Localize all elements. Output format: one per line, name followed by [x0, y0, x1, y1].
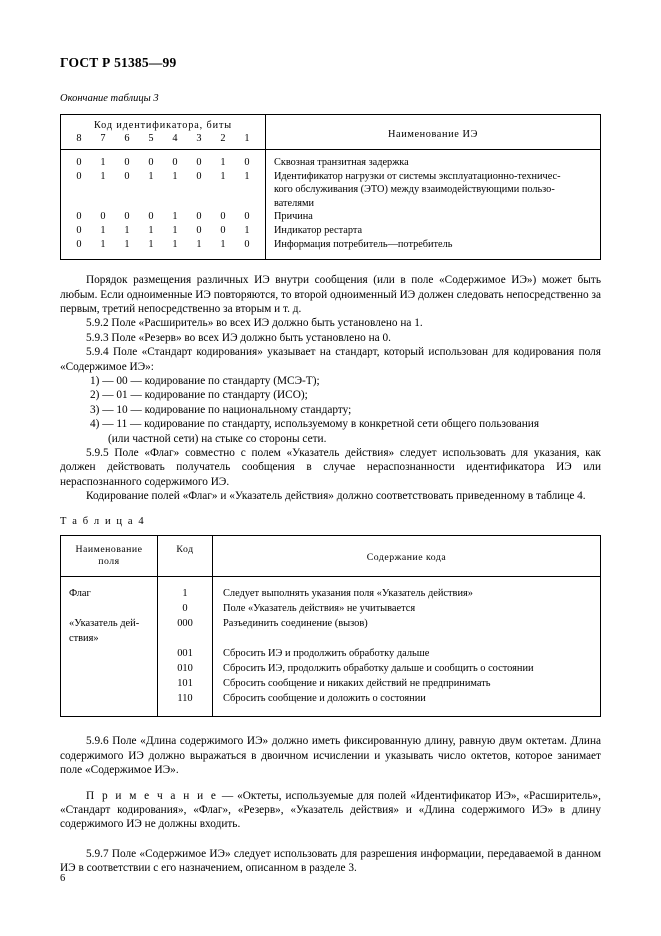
bit-value: 0 — [196, 211, 202, 223]
description-spacer — [223, 631, 600, 646]
code-value: 1 — [182, 587, 188, 599]
table4 — [60, 535, 601, 718]
code-description: Поле «Указатель действия» не учитывается — [223, 602, 416, 614]
bit-value: 0 — [244, 157, 250, 168]
bit-value: 1 — [148, 224, 154, 236]
bit-col-label: 5 — [148, 133, 154, 144]
code-value: 0 — [182, 602, 188, 614]
table3-bits-title: Код идентификатора, биты — [93, 120, 233, 131]
clause-5-9-3: 5.9.3 Поле «Резерв» во всех ИЭ должно быть установлено на 0. — [86, 331, 391, 344]
table4-header-line1: Наименование — [75, 543, 143, 555]
list-item: 1) — 00 — кодирование по стандарту (МСЭ-Т); — [90, 375, 320, 387]
bit-col-label: 3 — [196, 133, 202, 144]
list-item-continuation: (или частной сети) на стыке со стороны сети. — [108, 432, 327, 445]
clause-5-9-2: 5.9.2 Поле «Расширитель» во всех ИЭ должно быть установлено на 1. — [86, 317, 423, 330]
ie-name: Сквозная транзитная задержка — [274, 157, 409, 168]
table3-bits-column — [61, 150, 266, 259]
table4-header-content: Содержание кода — [366, 551, 447, 563]
bit-col-label: 1 — [244, 133, 250, 144]
table3-bottom-pad — [61, 251, 265, 259]
table4-code-column — [158, 577, 213, 717]
bit-value: 1 — [172, 224, 178, 236]
table-row — [61, 170, 265, 184]
table4-description-column — [213, 577, 600, 717]
table3-header-row — [61, 115, 600, 150]
table3-body — [61, 150, 600, 259]
field-name-spacer — [69, 601, 157, 616]
bit-value: 0 — [76, 224, 82, 236]
code-description: Сбросить сообщение и никаких действий не предпринимать — [223, 678, 491, 690]
ie-name: Идентификатор нагрузки от системы эксплуатационно-техничес- — [274, 170, 561, 182]
bit-value: 0 — [148, 211, 154, 223]
code-description: Разъединить соединение (вызов) — [223, 617, 368, 629]
bit-value: 1 — [124, 224, 130, 236]
bit-value: 0 — [220, 211, 226, 223]
bit-value: 0 — [124, 211, 130, 223]
table4-header-field-name — [61, 536, 158, 576]
bit-value: 0 — [196, 224, 202, 236]
bit-value: 1 — [124, 238, 130, 250]
bit-value: 1 — [100, 238, 106, 250]
bit-col-label: 4 — [172, 133, 178, 144]
bit-value: 1 — [100, 157, 106, 168]
paragraph-ordering: Порядок размещения различных ИЭ внутри сообщения (или в поле «Содержимое ИЭ») может быть любым. Если одноименные ИЭ повторяются, то второй одноименный ИЭ должен следовать непосредственно за первым, третий непосредственно за вторым и т. д. — [60, 274, 601, 315]
clause-5-9-7: 5.9.7 Поле «Содержимое ИЭ» следует использовать для разрешения информации, передаваемой в данном ИЭ в соответствии с его назначением, описанном в разделе 3. — [60, 847, 601, 875]
bit-value: 1 — [100, 170, 106, 182]
bit-value: 1 — [148, 170, 154, 182]
table3-bit-numbers — [61, 132, 265, 149]
ie-name: Причина — [274, 211, 313, 223]
note-text: — «Октеты, используемые для полей «Идентификатор ИЭ», «Расширитель», «Стандарт кодирования», «Флаг», «Резерв», «Указатель действия» и «Длина содержимого ИЭ» в длину содержимого ИЭ не должны входить. — [60, 789, 601, 831]
table4-header-row — [61, 536, 600, 577]
bit-value: 0 — [76, 211, 82, 223]
ie-name-cont: кого обслуживания (ЭТО) между взаимодействующими пользо- — [274, 184, 555, 196]
bit-value: 0 — [100, 211, 106, 223]
bit-value: 0 — [76, 170, 82, 182]
bit-value: 1 — [148, 238, 154, 250]
bit-value: 0 — [124, 170, 130, 182]
field-name: Флаг — [69, 587, 91, 599]
table-row — [61, 210, 265, 224]
table4-header-line2: поля — [98, 556, 120, 568]
table-row — [61, 238, 265, 252]
code-description: Сбросить ИЭ, продолжить обработку дальше и сообщить о состоянии — [223, 663, 534, 675]
table4-header-code: Код — [158, 536, 213, 576]
bit-value: 1 — [244, 170, 250, 182]
code-value: 010 — [177, 663, 193, 675]
bit-value: 1 — [172, 211, 178, 223]
bit-value: 0 — [244, 238, 250, 250]
code-value: 000 — [177, 617, 193, 629]
bit-value: 1 — [196, 238, 202, 250]
bit-value: 0 — [244, 211, 250, 223]
ie-name-cont: вателями — [274, 197, 315, 209]
standard-header: ГОСТ Р 51385—99 — [60, 55, 177, 70]
code-spacer — [158, 631, 212, 646]
bit-col-label: 7 — [100, 133, 106, 144]
note-paragraph — [60, 789, 601, 832]
code-value: 110 — [177, 693, 193, 705]
bit-value: 0 — [172, 157, 178, 168]
bit-value: 0 — [196, 170, 202, 182]
table3-bits-header-cell — [61, 115, 266, 149]
bit-value: 0 — [220, 224, 226, 236]
ie-name: Индикатор рестарта — [274, 224, 363, 236]
table-row — [61, 224, 265, 238]
bit-value: 1 — [172, 238, 178, 250]
clause-coding-table-ref: Кодирование полей «Флаг» и «Указатель действия» должно соответствовать приведенному в таблице 4. — [86, 490, 586, 503]
bit-value: 0 — [148, 157, 154, 168]
table4-body — [61, 577, 600, 717]
table3-caption: Окончание таблицы 3 — [60, 93, 159, 104]
table-row — [61, 156, 265, 170]
field-name: «Указатель дей- — [69, 617, 140, 629]
bit-value: 1 — [220, 170, 226, 182]
list-item: 3) — 10 — кодирование по национальному стандарту; — [90, 403, 352, 416]
note-label: П р и м е ч а н и е — [86, 789, 218, 802]
clause-5-9-4: 5.9.4 Поле «Стандарт кодирования» указывает на стандарт, который использован для кодирования поля «Содержимое ИЭ»: — [60, 346, 601, 373]
bit-col-label: 8 — [76, 133, 82, 144]
code-description: Сбросить сообщение и доложить о состоянии — [223, 693, 426, 705]
table3-name-column — [266, 150, 600, 259]
ie-name: Информация потребитель—потребитель — [274, 238, 453, 250]
bit-value: 1 — [220, 157, 226, 168]
list-item — [90, 417, 601, 446]
bit-row-spacer — [61, 197, 265, 211]
table3-name-header-label: Наименование ИЭ — [388, 129, 478, 140]
table4-field-name-column — [61, 577, 158, 717]
bit-value: 1 — [244, 224, 250, 236]
table3 — [60, 114, 601, 260]
table3-name-header-cell — [266, 115, 600, 149]
bit-value: 0 — [76, 157, 82, 168]
bit-value: 0 — [196, 157, 202, 168]
bit-row-spacer — [61, 183, 265, 197]
list-item-text: 4) — 11 — кодирование по стандарту, используемому в конкретной сети общего пользования — [90, 418, 540, 431]
bit-col-label: 6 — [124, 133, 130, 144]
page-number: 6 — [60, 873, 66, 884]
code-value: 101 — [177, 678, 193, 690]
field-name-cont: ствия» — [69, 632, 99, 644]
code-description: Сбросить ИЭ и продолжить обработку дальше — [223, 648, 430, 660]
bit-value: 0 — [76, 238, 82, 250]
clause-5-9-5: 5.9.5 Поле «Флаг» совместно с полем «Указатель действия» следует использовать для указания, как должен действовать получатель сообщения в случае нераспознанности идентификатора ИЭ или нераспознанного содержимого ИЭ. — [60, 447, 601, 488]
code-value: 001 — [177, 648, 193, 660]
code-description: Следует выполнять указания поля «Указатель действия» — [223, 587, 474, 599]
bit-value: 1 — [172, 170, 178, 182]
clause-5-9-6: 5.9.6 Поле «Длина содержимого ИЭ» должно иметь фиксированную длину, равную двум октетам. Длина содержимого ИЭ должно выражаться в двоичном исчислении и указывать число октетов, которое занимает поле «Содержимое ИЭ». — [60, 735, 601, 777]
list-item: 2) — 01 — кодирование по стандарту (ИСО); — [90, 389, 308, 402]
bit-value: 0 — [124, 157, 130, 168]
bit-value: 1 — [220, 238, 226, 250]
bit-col-label: 2 — [220, 133, 226, 144]
table4-caption: Т а б л и ц а 4 — [60, 515, 146, 527]
bit-value: 1 — [100, 224, 106, 236]
